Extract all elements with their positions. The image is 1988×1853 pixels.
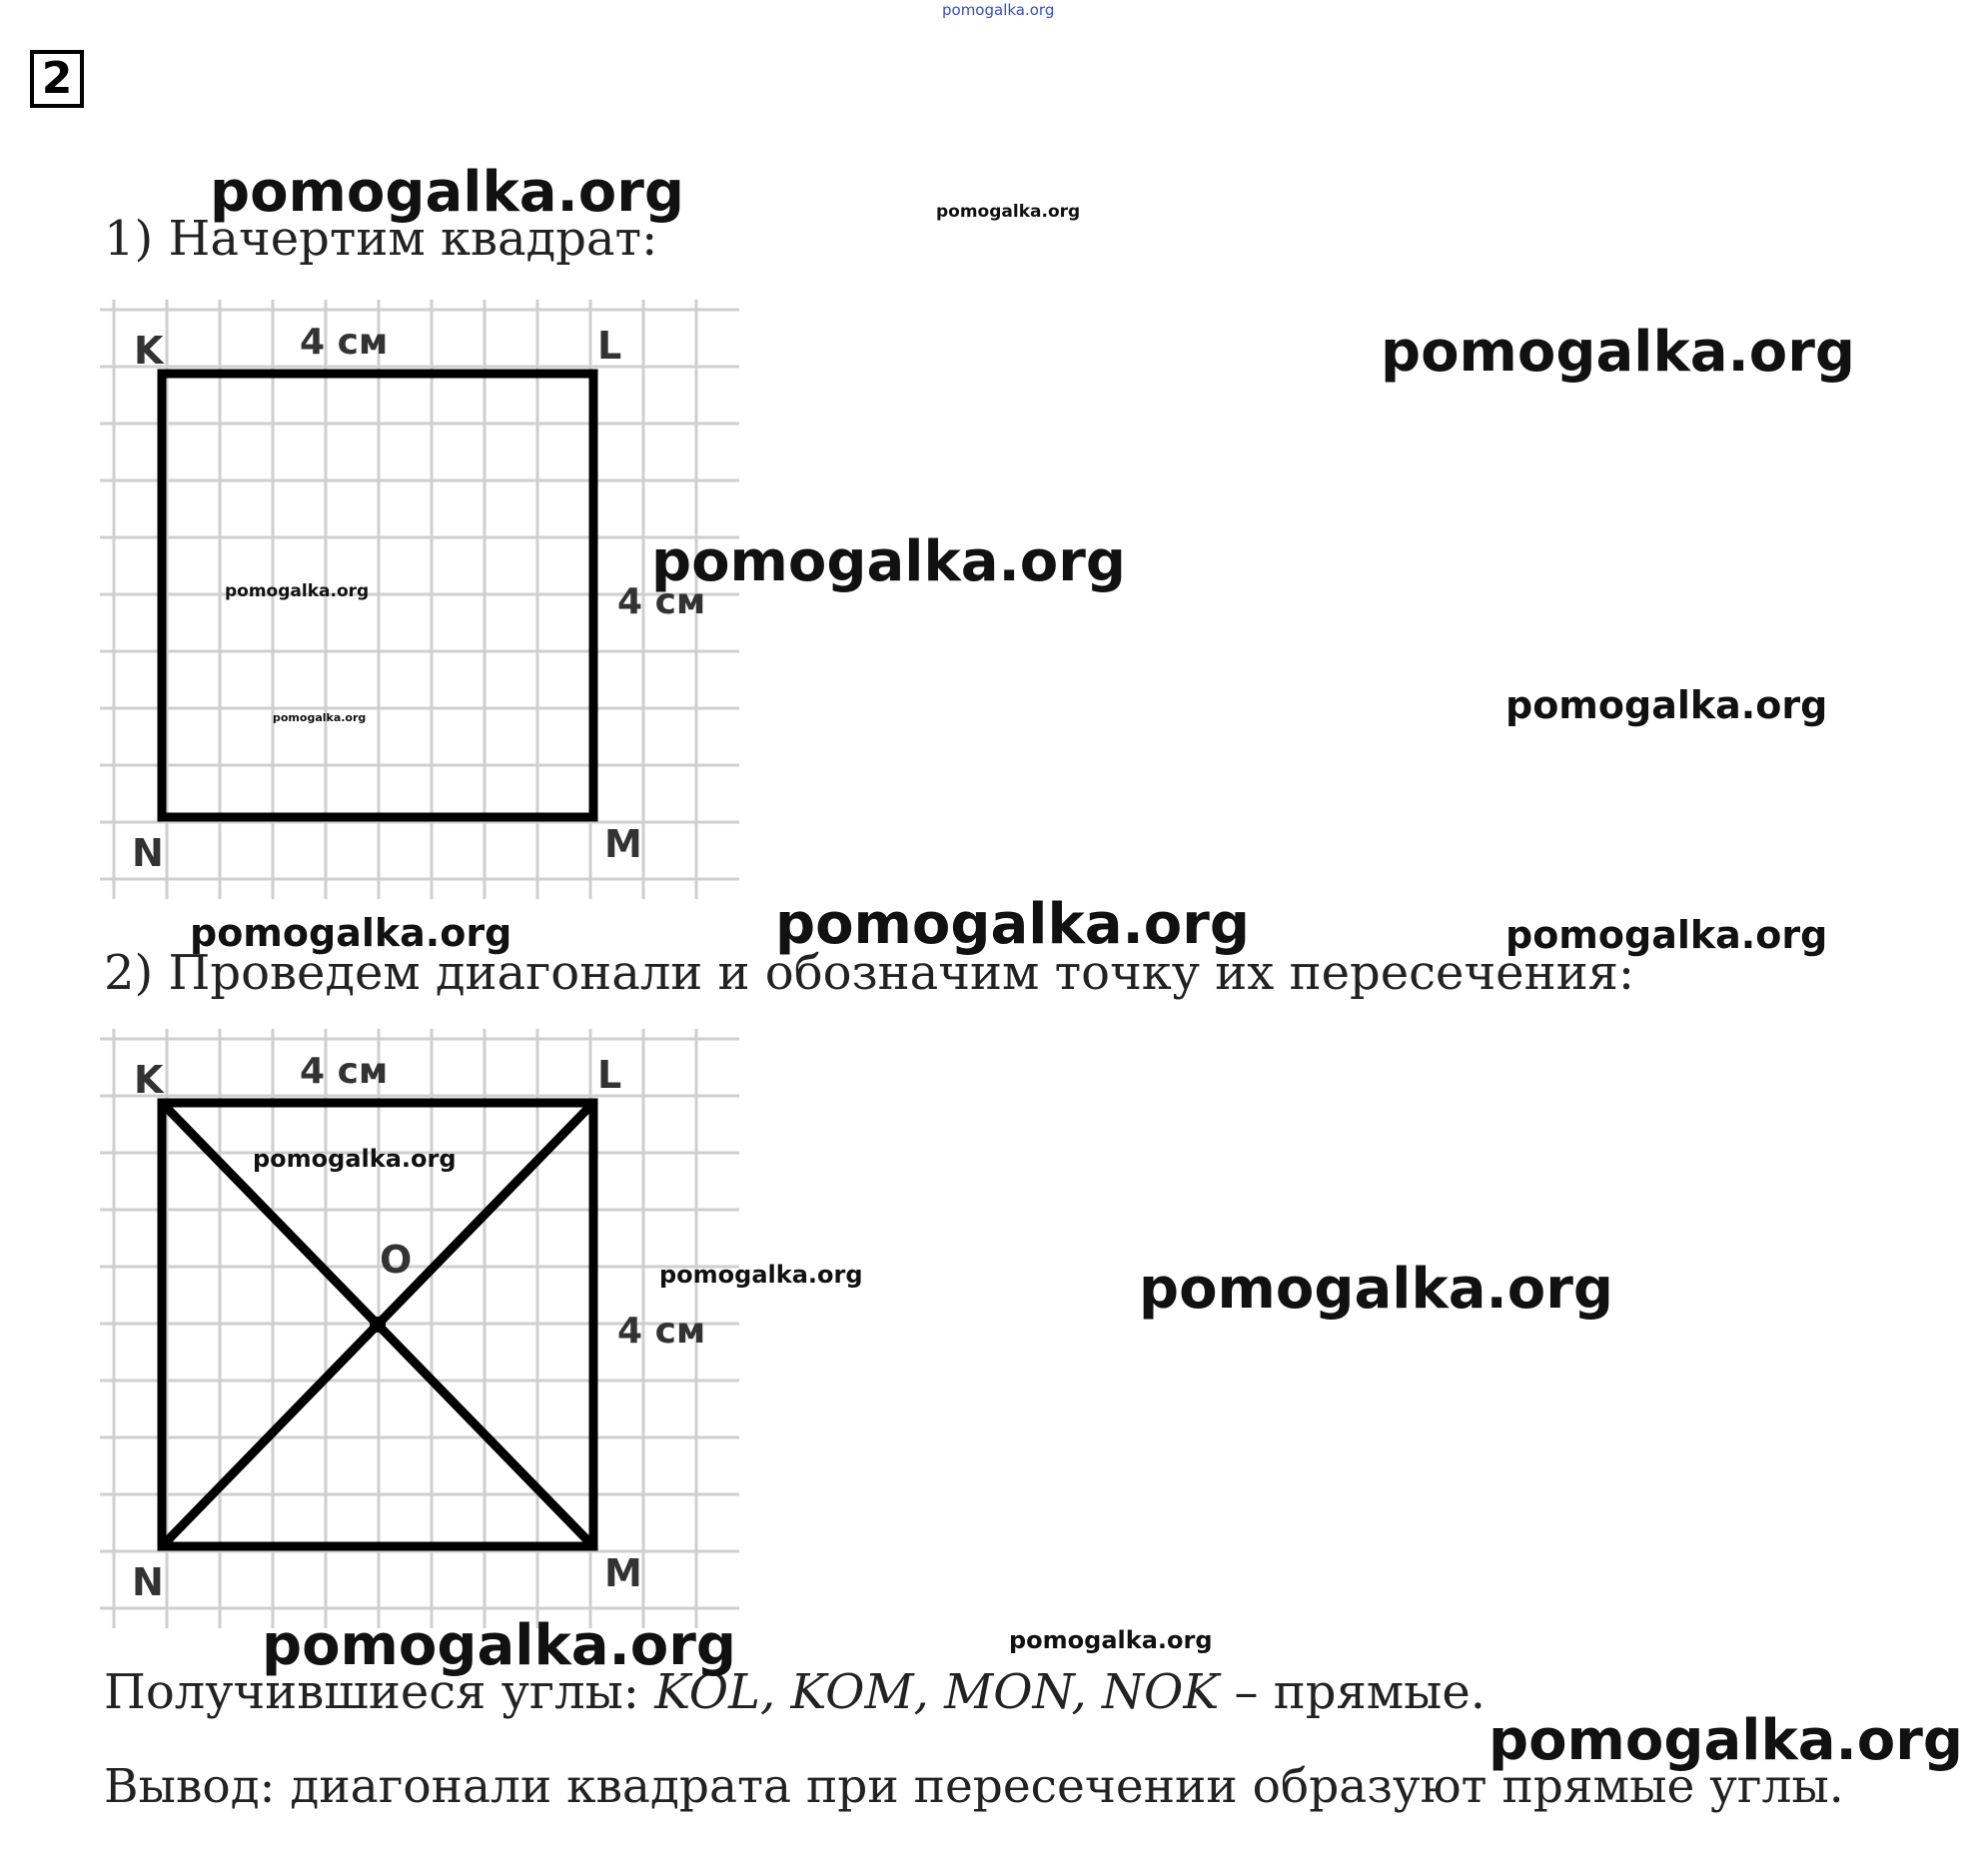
task-number: 2 xyxy=(30,50,84,108)
watermark-16: pomogalka.org xyxy=(1489,1708,1963,1773)
right-side-label: 4 см xyxy=(617,1311,706,1352)
watermark-1: pomogalka.org xyxy=(210,160,684,225)
step-1-text: 1) Начертим квадрат: xyxy=(104,211,658,267)
watermark-8: pomogalka.org xyxy=(190,911,512,955)
vertex-l: L xyxy=(597,324,622,368)
watermark-5: pomogalka.org xyxy=(225,581,370,601)
watermark-10: pomogalka.org xyxy=(1505,913,1828,957)
right-side-label: 4 см xyxy=(617,581,706,622)
watermark-14: pomogalka.org xyxy=(262,1613,736,1678)
vertex-k: K xyxy=(134,329,164,373)
watermark-13: pomogalka.org xyxy=(1139,1257,1613,1322)
watermark-7: pomogalka.org xyxy=(1505,683,1828,727)
source-watermark: pomogalka.org xyxy=(942,1,1055,19)
watermark-9: pomogalka.org xyxy=(775,892,1250,957)
top-side-label: 4 см xyxy=(300,322,389,363)
conclusion-text: Вывод: диагонали квадрата при пересечении образуют прямые углы. xyxy=(104,1759,1844,1814)
watermark-3: pomogalka.org xyxy=(1381,320,1855,385)
vertex-l: L xyxy=(597,1053,622,1097)
watermark-6: pomogalka.org xyxy=(273,711,367,724)
top-side-label: 4 см xyxy=(300,1051,389,1092)
watermark-4: pomogalka.org xyxy=(651,529,1126,594)
watermark-15: pomogalka.org xyxy=(1009,1626,1213,1654)
vertex-n: N xyxy=(132,1560,164,1604)
result-angles: KOL, KOM, MON, NOK xyxy=(654,1664,1220,1720)
watermark-12: pomogalka.org xyxy=(659,1261,863,1289)
vertex-m: M xyxy=(604,1551,642,1595)
vertex-k: K xyxy=(134,1058,164,1102)
vertex-o: O xyxy=(380,1238,413,1282)
figure-2-square-diagonals xyxy=(100,1029,749,1633)
step-2-text: 2) Проведем диагонали и обозначим точку их пересечения: xyxy=(104,945,1635,1001)
intersection-point-o xyxy=(370,1317,386,1333)
watermark-2: pomogalka.org xyxy=(936,202,1081,222)
figure-1-square xyxy=(100,300,749,904)
vertex-n: N xyxy=(132,831,164,875)
result-prefix: Получившиеся углы: xyxy=(104,1664,655,1720)
vertex-m: M xyxy=(604,822,642,866)
watermark-11: pomogalka.org xyxy=(253,1145,457,1173)
result-suffix: – прямые. xyxy=(1219,1664,1486,1720)
